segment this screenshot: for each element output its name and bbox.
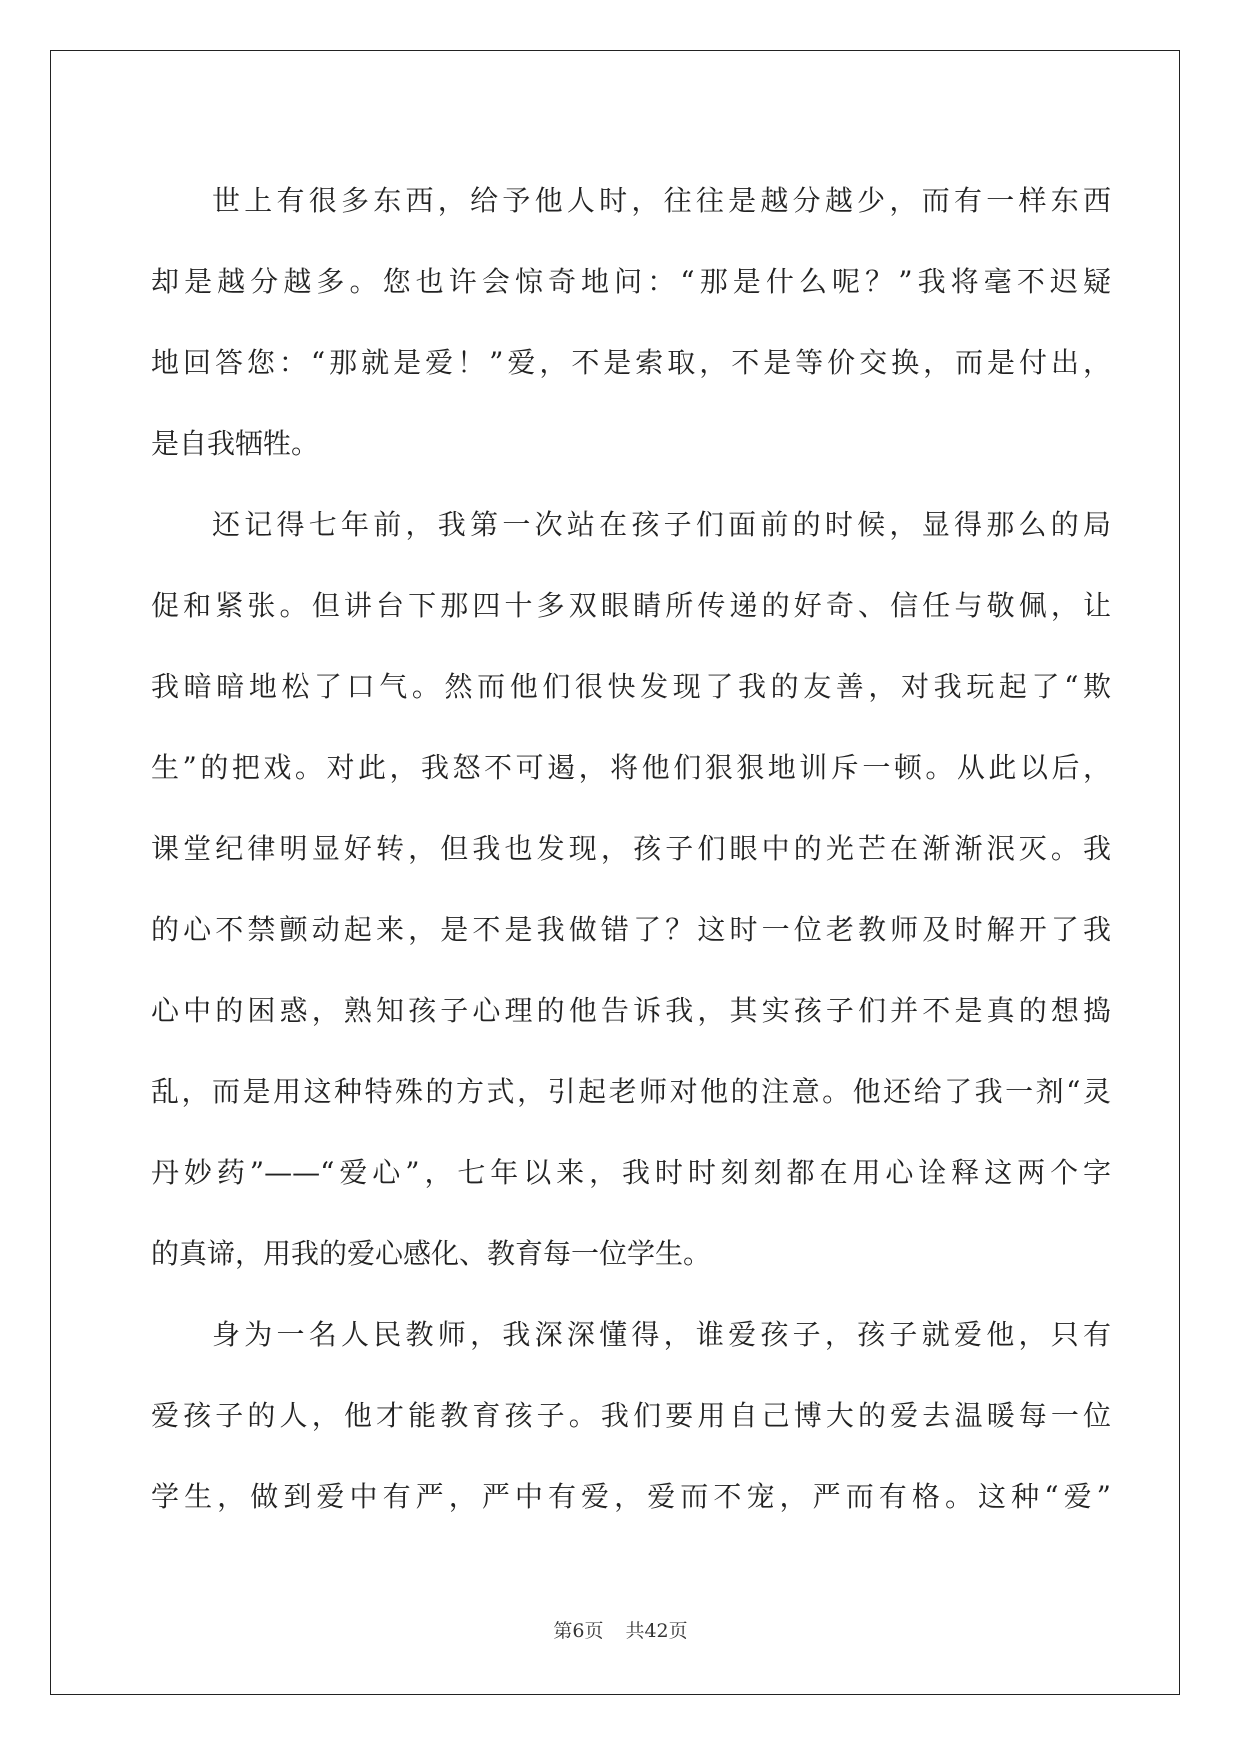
text-line: 地回答您：“那就是爱！”爱，不是索取，不是等价交换，而是付出， [151, 346, 1111, 379]
page-total: 共42页 [625, 1620, 688, 1642]
text-line: 心中的困惑，熟知孩子心理的他告诉我，其实孩子们并不是真的想捣 [151, 994, 1111, 1027]
text-line: 促和紧张。但讲台下那四十多双眼睛所传递的好奇、信任与敬佩，让 [151, 589, 1111, 622]
text-line: 丹妙药”——“爱心”，七年以来，我时时刻刻都在用心诠释这两个字 [151, 1156, 1111, 1189]
text-line: 学生，做到爱中有严，严中有爱，爱而不宠，严而有格。这种“爱” [151, 1480, 1111, 1513]
document-body [151, 160, 1111, 1537]
paragraph [151, 1294, 1111, 1537]
text-line: 还记得七年前，我第一次站在孩子们面前的时候，显得那么的局 [212, 508, 1111, 541]
text-line: 却是越分越多。您也许会惊奇地问：“那是什么呢？”我将毫不迟疑 [151, 265, 1111, 298]
page-number: 第6页 [553, 1620, 604, 1642]
paragraph [151, 160, 1111, 484]
text-line: 的心不禁颤动起来，是不是我做错了？这时一位老教师及时解开了我 [151, 913, 1111, 946]
text-line: 爱孩子的人，他才能教育孩子。我们要用自己博大的爱去温暖每一位 [151, 1399, 1111, 1432]
text-line: 是自我牺牲。 [151, 427, 320, 460]
text-line: 身为一名人民教师，我深深懂得，谁爱孩子，孩子就爱他，只有 [212, 1318, 1111, 1351]
paragraph [151, 484, 1111, 1294]
page-footer [0, 1616, 1241, 1643]
text-line: 世上有很多东西，给予他人时，往往是越分越少，而有一样东西 [212, 184, 1111, 217]
text-line: 乱，而是用这种特殊的方式，引起老师对他的注意。他还给了我一剂“灵 [151, 1075, 1111, 1108]
text-line: 课堂纪律明显好转，但我也发现，孩子们眼中的光芒在渐渐泯灭。我 [151, 832, 1111, 865]
text-line: 的真谛，用我的爱心感化、教育每一位学生。 [151, 1237, 712, 1270]
text-line: 我暗暗地松了口气。然而他们很快发现了我的友善，对我玩起了“欺 [151, 670, 1111, 703]
text-line: 生”的把戏。对此，我怒不可遏，将他们狠狠地训斥一顿。从此以后， [151, 751, 1111, 784]
